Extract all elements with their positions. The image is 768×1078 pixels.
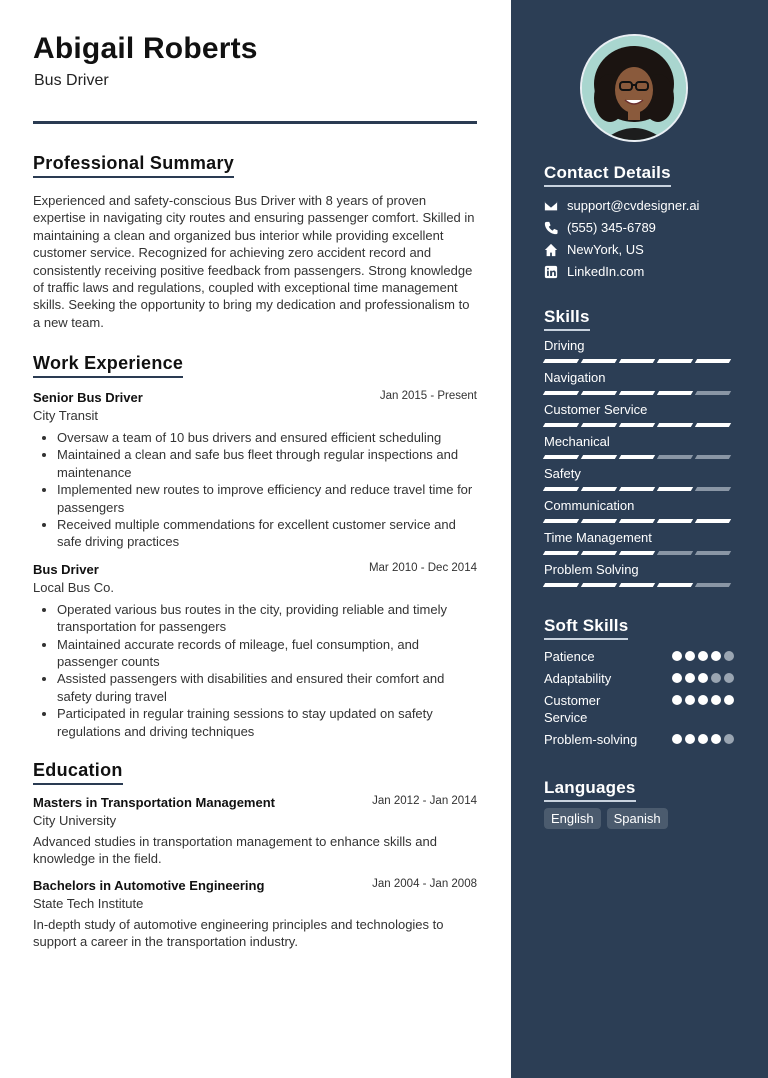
skill-level-bar xyxy=(544,583,734,587)
job-entry xyxy=(33,390,477,551)
sidebar xyxy=(511,0,768,1078)
languages-title: Languages xyxy=(544,778,636,802)
skill-segment xyxy=(619,583,655,587)
skill-segment xyxy=(657,519,693,523)
education-desc: Advanced studies in transportation management to enhance skills and knowledge in the field. xyxy=(33,834,437,867)
skill-segment xyxy=(543,487,579,491)
skill-level-bar xyxy=(544,359,734,363)
rating-dot xyxy=(724,651,734,661)
skill-item xyxy=(544,338,734,363)
skill-segment xyxy=(695,551,731,555)
rating-dot xyxy=(724,734,734,744)
job-entry xyxy=(33,562,477,740)
soft-skill-rating xyxy=(669,734,734,744)
summary-section xyxy=(33,153,477,331)
education-entry xyxy=(33,878,477,951)
skill-segment xyxy=(543,519,579,523)
soft-skill-rating xyxy=(669,651,734,661)
skill-segment xyxy=(695,423,731,427)
rating-dot xyxy=(685,734,695,744)
skill-segment xyxy=(581,519,617,523)
contact-title: Contact Details xyxy=(544,163,671,187)
rating-dot xyxy=(698,673,708,683)
soft-skill-item xyxy=(544,648,734,665)
summary-text: Experienced and safety-conscious Bus Driver with 8 years of proven expertise in navigating city routes and ensuring passenger comfort. Skilled in maintaining a clean and organized bus interior while providing excellent customer service. Recognized for achieving zero accident record and consistently receiving positive feedback from passengers. Strong knowledge of traffic laws and regulations, coupled with exceptional time management skills. Seeking the opportunity to bring my dedication and professionalism to a new team. xyxy=(33,193,475,330)
skill-segment xyxy=(581,583,617,587)
job-bullets xyxy=(33,429,477,551)
skill-level-bar xyxy=(544,423,734,427)
skill-segment xyxy=(619,359,655,363)
rating-dot xyxy=(698,734,708,744)
skill-item xyxy=(544,498,734,523)
skill-segment xyxy=(543,391,579,395)
skill-segment xyxy=(581,455,617,459)
skill-label: Customer Service xyxy=(544,402,648,417)
skill-level-bar xyxy=(544,519,734,523)
skill-label: Time Management xyxy=(544,530,652,545)
skill-segment xyxy=(581,551,617,555)
location-text: NewYork, US xyxy=(567,242,644,257)
rating-dot xyxy=(685,695,695,705)
rating-dot xyxy=(698,695,708,705)
list-item: • Assisted passengers with disabilities and ensured their comfort and safety during travel xyxy=(57,670,477,705)
email-text: support@cvdesigner.ai xyxy=(567,198,700,213)
skill-segment xyxy=(543,359,579,363)
skill-segment xyxy=(657,551,693,555)
skill-segment xyxy=(657,359,693,363)
skill-label: Mechanical xyxy=(544,434,610,449)
list-item: • Maintained accurate records of mileage, fuel consumption, and passenger counts xyxy=(57,636,477,671)
skill-segment xyxy=(619,391,655,395)
skill-segment xyxy=(695,519,731,523)
skill-label: Problem Solving xyxy=(544,562,639,577)
avatar xyxy=(580,34,688,142)
skill-segment xyxy=(657,583,693,587)
skill-item xyxy=(544,402,734,427)
rating-dot xyxy=(711,734,721,744)
rating-dot xyxy=(672,734,682,744)
list-item: • Operated various bus routes in the city, providing reliable and timely transportation for passengers xyxy=(57,601,477,636)
skills-title: Skills xyxy=(544,307,590,331)
rating-dot xyxy=(672,673,682,683)
skill-item xyxy=(544,370,734,395)
home-icon xyxy=(544,243,558,257)
education-date: Jan 2012 - Jan 2014 xyxy=(372,795,477,807)
list-item: • Participated in regular training sessions to stay updated on safety regulations and driving techniques xyxy=(57,705,477,740)
contact-linkedin[interactable] xyxy=(544,264,644,279)
skill-segment xyxy=(695,359,731,363)
soft-skill-label: Patience xyxy=(544,649,595,664)
skill-segment xyxy=(543,423,579,427)
soft-skills-title: Soft Skills xyxy=(544,616,628,640)
linkedin-text: LinkedIn.com xyxy=(567,264,645,279)
skill-segment xyxy=(657,455,693,459)
skill-level-bar xyxy=(544,455,734,459)
skill-segment xyxy=(657,423,693,427)
soft-skill-label: Adaptability xyxy=(544,671,612,686)
skill-segment xyxy=(695,487,731,491)
contact-phone[interactable] xyxy=(544,220,656,235)
phone-text: (555) 345-6789 xyxy=(567,220,656,235)
job-title: Senior Bus Driver xyxy=(33,390,143,405)
rating-dot xyxy=(685,673,695,683)
skill-label: Driving xyxy=(544,338,585,353)
skill-segment xyxy=(581,423,617,427)
phone-icon xyxy=(544,221,558,235)
skill-segment xyxy=(619,455,655,459)
skill-label: Communication xyxy=(544,498,635,513)
rating-dot xyxy=(711,695,721,705)
soft-skill-item xyxy=(544,670,734,687)
rating-dot xyxy=(711,673,721,683)
language-tag: English xyxy=(544,808,601,829)
rating-dot xyxy=(724,695,734,705)
list-item: • Implemented new routes to improve efficiency and reduce travel time for passengers xyxy=(57,481,477,516)
skill-level-bar xyxy=(544,487,734,491)
school-name: State Tech Institute xyxy=(33,895,144,911)
skill-segment xyxy=(695,583,731,587)
rating-dot xyxy=(698,651,708,661)
rating-dot xyxy=(724,673,734,683)
soft-skill-item xyxy=(544,731,734,748)
skill-level-bar xyxy=(544,391,734,395)
education-entry xyxy=(33,795,477,868)
skill-segment xyxy=(619,551,655,555)
experience-section xyxy=(33,353,477,740)
skill-segment xyxy=(619,423,655,427)
job-title: Bus Driver xyxy=(33,561,99,577)
skill-segment xyxy=(581,359,617,363)
skill-segment xyxy=(695,391,731,395)
candidate-name: Abigail Roberts xyxy=(33,32,258,65)
header-divider xyxy=(33,121,477,124)
contact-email[interactable] xyxy=(544,198,699,213)
job-org: Local Bus Co. xyxy=(33,579,114,595)
list-item: • Oversaw a team of 10 bus drivers and ensured efficient scheduling xyxy=(57,429,477,446)
soft-skill-label: Problem-solving xyxy=(544,732,638,747)
soft-skill-rating xyxy=(669,673,734,683)
job-org: City Transit xyxy=(33,408,99,423)
skill-segment xyxy=(619,487,655,491)
school-name: City University xyxy=(33,813,117,828)
skill-segment xyxy=(581,391,617,395)
skill-segment xyxy=(657,487,693,491)
rating-dot xyxy=(685,651,695,661)
contact-location xyxy=(544,242,644,257)
skill-item xyxy=(544,466,734,491)
skill-item xyxy=(544,562,734,587)
skill-segment xyxy=(581,487,617,491)
skill-segment xyxy=(619,519,655,523)
candidate-role: Bus Driver xyxy=(34,72,109,89)
rating-dot xyxy=(672,695,682,705)
linkedin-icon xyxy=(544,265,558,279)
degree-title: Masters in Transportation Management xyxy=(33,795,275,810)
job-bullets xyxy=(33,601,477,740)
skill-level-bar xyxy=(544,551,734,555)
skill-segment xyxy=(543,551,579,555)
skill-item xyxy=(544,530,734,555)
skill-segment xyxy=(543,455,579,459)
education-section xyxy=(33,760,477,951)
summary-title: Professional Summary xyxy=(33,153,234,178)
mail-icon xyxy=(544,199,558,213)
language-tag: Spanish xyxy=(607,808,668,829)
experience-title: Work Experience xyxy=(33,353,183,378)
skill-segment xyxy=(543,583,579,587)
education-title: Education xyxy=(33,760,123,785)
skill-label: Navigation xyxy=(544,370,606,385)
languages-list xyxy=(544,808,674,829)
soft-skill-label: Customer Service xyxy=(544,693,601,725)
education-desc: In-depth study of automotive engineering principles and technologies to support a career in the transportation industry. xyxy=(33,916,444,950)
soft-skill-rating xyxy=(669,695,734,705)
skill-item xyxy=(544,434,734,459)
soft-skill-item xyxy=(544,692,734,726)
profile-photo-icon xyxy=(582,36,686,140)
list-item: • Received multiple commendations for excellent customer service and safe driving practices xyxy=(57,516,477,551)
list-item: • Maintained a clean and safe bus fleet through regular inspections and maintenance xyxy=(57,446,477,481)
skill-segment xyxy=(657,391,693,395)
job-date: Jan 2015 - Present xyxy=(379,390,477,402)
degree-title: Bachelors in Automotive Engineering xyxy=(33,877,265,893)
skill-segment xyxy=(695,455,731,459)
skill-label: Safety xyxy=(544,466,581,481)
rating-dot xyxy=(672,651,682,661)
rating-dot xyxy=(711,651,721,661)
job-date: Mar 2010 - Dec 2014 xyxy=(368,561,477,574)
education-date: Jan 2004 - Jan 2008 xyxy=(372,877,477,890)
